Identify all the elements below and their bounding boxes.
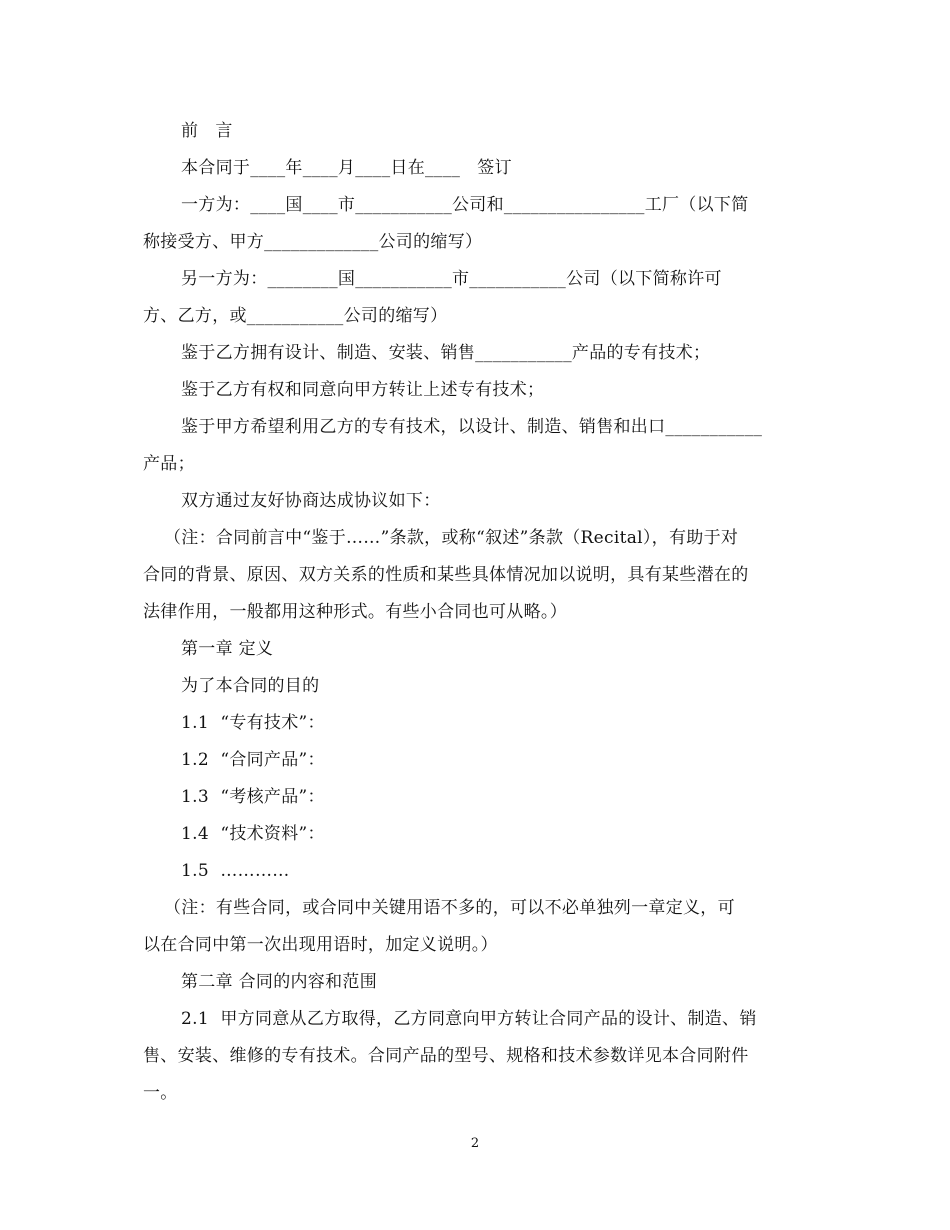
note-1-line-1: （注：合同前言中“鉴于……”条款，或称“叙述”条款（Recital），有助于对 xyxy=(164,528,739,548)
definition-1-2: 1.2 “合同产品”： xyxy=(181,750,325,770)
agreement-statement: 双方通过友好协商达成协议如下： xyxy=(181,491,441,511)
definition-1-4: 1.4 “技术资料”： xyxy=(181,824,325,844)
note-1-line-2: 合同的背景、原因、双方关系的性质和某些具体情况加以说明，具有某些潜在的 xyxy=(143,565,749,585)
chapter-1-heading: 第一章 定义 xyxy=(181,639,274,659)
definition-1-1: 1.1 “专有技术”： xyxy=(181,713,325,733)
party-a-line: 一方为：____国____市___________公司和________________工厂（以下简 xyxy=(181,195,749,215)
note-1-line-3: 法律作用，一般都用这种形式。有些小合同也可从略。） xyxy=(143,602,567,622)
clause-2-1-line-1: 2.1 甲方同意从乙方取得，乙方同意向甲方转让合同产品的设计、制造、销 xyxy=(181,1009,757,1029)
clause-2-1-line-2: 售、安装、维修的专有技术。合同产品的型号、规格和技术参数详见本合同附件 xyxy=(143,1046,749,1066)
party-b-line: 另一方为：________国___________市___________公司（以下简称许可 xyxy=(181,269,722,289)
party-a-line-cont: 称接受方、甲方_____________公司的缩写） xyxy=(143,232,483,252)
whereas-3-cont: 产品； xyxy=(143,454,195,474)
note-2-line-1: （注：有些合同，或合同中关键用语不多的，可以不必单独列一章定义，可 xyxy=(164,898,735,918)
whereas-2: 鉴于乙方有权和同意向甲方转让上述专有技术； xyxy=(181,380,545,400)
definition-1-5: 1.5 ………… xyxy=(181,861,290,881)
chapter-2-heading: 第二章 合同的内容和范围 xyxy=(181,972,378,992)
signing-line: 本合同于____年____月____日在____ 签订 xyxy=(181,158,512,178)
whereas-1: 鉴于乙方拥有设计、制造、安装、销售___________产品的专有技术； xyxy=(181,343,711,363)
note-2-line-2: 以在合同中第一次出现用语时，加定义说明。） xyxy=(143,935,498,955)
page-number: 2 xyxy=(470,1136,480,1151)
whereas-3: 鉴于甲方希望利用乙方的专有技术，以设计、制造、销售和出口___________ xyxy=(181,417,763,437)
definition-1-3: 1.3 “考核产品”： xyxy=(181,787,325,807)
chapter-1-intro: 为了本合同的目的 xyxy=(181,676,320,696)
preface-heading: 前 言 xyxy=(181,121,233,141)
party-b-line-cont: 方、乙方，或___________公司的缩写） xyxy=(143,306,448,326)
clause-2-1-line-3: 一。 xyxy=(143,1083,178,1103)
